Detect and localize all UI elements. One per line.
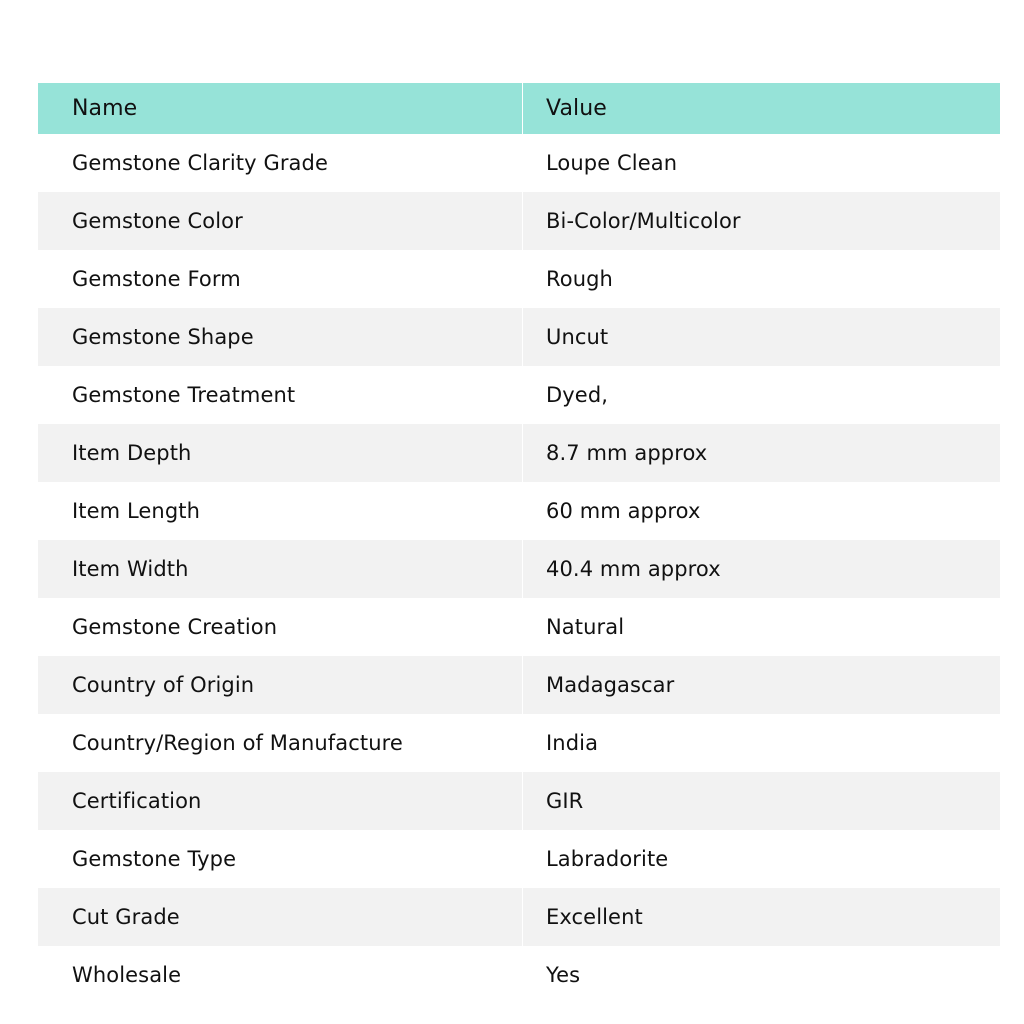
table-row	[38, 192, 1000, 250]
row-name-cell: Gemstone Type	[38, 830, 523, 888]
row-name-cell: Item Depth	[38, 424, 523, 482]
row-value-cell: Natural	[546, 615, 625, 639]
row-value-cell: Dyed,	[546, 383, 609, 407]
row-value-cell: Yes	[546, 963, 581, 987]
row-name-cell: Country/Region of Manufacture	[38, 714, 523, 772]
table-row	[38, 888, 1000, 946]
table-row	[38, 946, 1000, 1004]
row-value-cell: India	[546, 731, 599, 755]
column-header-value: Value	[546, 96, 607, 121]
row-name-cell: Item Length	[38, 482, 523, 540]
table-row	[38, 598, 1000, 656]
row-name-cell: Gemstone Color	[38, 192, 523, 250]
row-value-cell: Labradorite	[546, 847, 669, 871]
table-row	[38, 714, 1000, 772]
table-row	[38, 656, 1000, 714]
row-name-cell: Gemstone Shape	[38, 308, 523, 366]
row-name-cell: Country of Origin	[38, 656, 523, 714]
table-row	[38, 366, 1000, 424]
table-row	[38, 424, 1000, 482]
table-row	[38, 134, 1000, 192]
row-name-cell: Gemstone Form	[38, 250, 523, 308]
row-value-cell: Madagascar	[546, 673, 675, 697]
table-row	[38, 830, 1000, 888]
row-value-cell: Uncut	[546, 325, 609, 349]
row-name-cell: Gemstone Treatment	[38, 366, 523, 424]
row-name-cell: Gemstone Creation	[38, 598, 523, 656]
row-value-cell: Bi-Color/Multicolor	[546, 209, 741, 233]
column-header-name: Name	[38, 83, 523, 134]
row-value-cell: Rough	[546, 267, 613, 291]
table-row	[38, 250, 1000, 308]
table-row	[38, 540, 1000, 598]
row-name-cell: Wholesale	[38, 946, 523, 1004]
table-row	[38, 308, 1000, 366]
row-value-cell: 8.7 mm approx	[546, 441, 708, 465]
row-value-cell: 60 mm approx	[546, 499, 701, 523]
row-name-cell: Certification	[38, 772, 523, 830]
row-value-cell: Loupe Clean	[546, 151, 678, 175]
row-name-cell: Item Width	[38, 540, 523, 598]
specifications-table	[38, 83, 1000, 1004]
row-value-cell: 40.4 mm approx	[546, 557, 721, 581]
table-header-row	[38, 83, 1000, 134]
row-value-cell: GIR	[546, 789, 584, 813]
row-name-cell: Cut Grade	[38, 888, 523, 946]
table-row	[38, 482, 1000, 540]
table-row	[38, 772, 1000, 830]
row-value-cell: Excellent	[546, 905, 643, 929]
row-name-cell: Gemstone Clarity Grade	[38, 134, 523, 192]
